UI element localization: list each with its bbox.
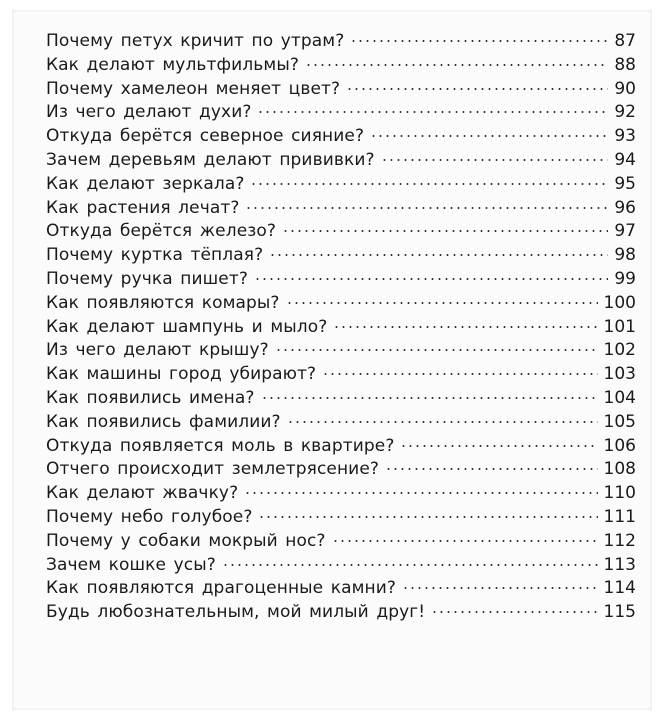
dot-leader (261, 397, 598, 399)
toc-entry (46, 458, 636, 482)
toc-entry-title: Будь любознательным, мой милый друг! (46, 602, 426, 623)
toc-entry-title: Из чего делают крышу? (46, 340, 269, 361)
dot-leader (333, 326, 597, 328)
dot-leader (402, 587, 598, 589)
toc-entry-title: Почему петух кричит по утрам? (46, 31, 345, 51)
toc-entry (46, 125, 636, 149)
dot-leader (400, 445, 597, 447)
dot-leader (431, 611, 597, 613)
toc-entry-page-number: 110 (603, 483, 636, 504)
toc-entry-title: Почему ручка пишет? (46, 268, 248, 289)
toc-entry-title: Отчего происходит землетрясение? (46, 459, 380, 480)
toc-entry (46, 197, 636, 221)
dot-leader (269, 254, 608, 256)
toc-entry-title: Откуда берётся железо? (46, 221, 277, 242)
toc-entry-page-number: 99 (614, 268, 636, 289)
toc-entry (46, 292, 636, 316)
toc-entry (46, 530, 636, 554)
dot-leader (287, 421, 598, 423)
dot-leader (257, 111, 608, 113)
dot-leader (286, 302, 598, 304)
toc-entry-page-number: 101 (603, 316, 636, 337)
dot-leader (250, 183, 608, 185)
toc-entry-title: Зачем кошке усы? (46, 554, 216, 575)
dot-leader (258, 516, 597, 518)
dot-leader (350, 40, 608, 42)
toc-entry-page-number: 112 (603, 530, 636, 551)
dot-leader (245, 207, 608, 209)
toc-entry (46, 54, 636, 78)
toc-entry (46, 78, 636, 102)
toc-entry-page-number: 115 (603, 602, 636, 623)
toc-entry-title: Как появились имена? (46, 387, 255, 408)
toc-entry-page-number: 92 (614, 102, 636, 123)
dot-leader (254, 278, 608, 280)
dot-leader (305, 64, 608, 66)
toc-entry-page-number: 113 (603, 554, 636, 575)
dot-leader (275, 349, 598, 351)
toc-entry-title: Почему у собаки мокрый нос? (46, 530, 326, 551)
toc-entry-page-number: 95 (614, 173, 636, 194)
toc-entry-title: Почему хамелеон меняет цвет? (46, 78, 341, 99)
table-of-contents (46, 30, 636, 625)
dot-leader (282, 230, 608, 232)
dot-leader (370, 135, 608, 137)
dot-leader (381, 159, 608, 161)
toc-entry-title: Как появляются комары? (46, 292, 280, 313)
toc-entry-title: Откуда появляется моль в квартире? (46, 435, 395, 456)
toc-entry (46, 601, 636, 625)
toc-entry-page-number: 103 (603, 364, 636, 385)
toc-entry (46, 244, 636, 268)
toc-entry-page-number: 108 (603, 459, 636, 480)
toc-entry-title: Как появились фамилии? (46, 411, 281, 432)
toc-entry-page-number: 114 (603, 578, 636, 599)
toc-entry-page-number: 106 (603, 435, 636, 456)
toc-entry-title: Как машины город убирают? (46, 364, 317, 385)
toc-entry-page-number: 98 (614, 245, 636, 266)
toc-entry (46, 30, 636, 54)
toc-entry-title: Зачем деревьям делают прививки? (46, 149, 375, 170)
toc-entry-page-number: 105 (603, 411, 636, 432)
dot-leader (244, 492, 597, 494)
toc-entry-page-number: 104 (603, 387, 636, 408)
toc-entry-title: Почему небо голубое? (46, 506, 253, 527)
toc-entry (46, 387, 636, 411)
toc-entry-page-number: 88 (614, 54, 636, 75)
toc-entry (46, 482, 636, 506)
toc-entry (46, 220, 636, 244)
toc-entry-page-number: 102 (603, 340, 636, 361)
toc-entry-page-number: 90 (614, 78, 636, 99)
book-page (12, 10, 652, 710)
toc-entry-title: Как растения лечат? (46, 197, 240, 218)
toc-entry-page-number: 97 (614, 221, 636, 242)
toc-entry (46, 339, 636, 363)
dot-leader (322, 373, 597, 375)
toc-entry-title: Из чего делают духи? (46, 102, 252, 123)
dot-leader (332, 540, 598, 542)
toc-entry (46, 101, 636, 125)
dot-leader (222, 564, 598, 566)
toc-entry (46, 435, 636, 459)
toc-entry (46, 577, 636, 601)
toc-entry-title: Откуда берётся северное сияние? (46, 126, 365, 147)
toc-entry (46, 316, 636, 340)
toc-entry-page-number: 87 (614, 31, 636, 51)
toc-entry (46, 149, 636, 173)
toc-entry (46, 506, 636, 530)
toc-entry (46, 554, 636, 578)
dot-leader (346, 88, 608, 90)
toc-entry (46, 173, 636, 197)
toc-entry-title: Как делают мультфильмы? (46, 54, 299, 75)
toc-entry-title: Как делают зеркала? (46, 173, 245, 194)
toc-entry-page-number: 96 (614, 197, 636, 218)
toc-entry-title: Как появляются драгоценные камни? (46, 578, 397, 599)
toc-entry-page-number: 93 (614, 126, 636, 147)
toc-entry-title: Почему куртка тёплая? (46, 245, 264, 266)
toc-entry (46, 411, 636, 435)
toc-entry-page-number: 100 (603, 292, 636, 313)
toc-entry-title: Как делают шампунь и мыло? (46, 316, 328, 337)
toc-entry-page-number: 111 (603, 506, 636, 527)
toc-entry-page-number: 94 (614, 149, 636, 170)
toc-entry (46, 268, 636, 292)
toc-entry (46, 363, 636, 387)
dot-leader (385, 468, 598, 470)
toc-entry-title: Как делают жвачку? (46, 483, 239, 504)
